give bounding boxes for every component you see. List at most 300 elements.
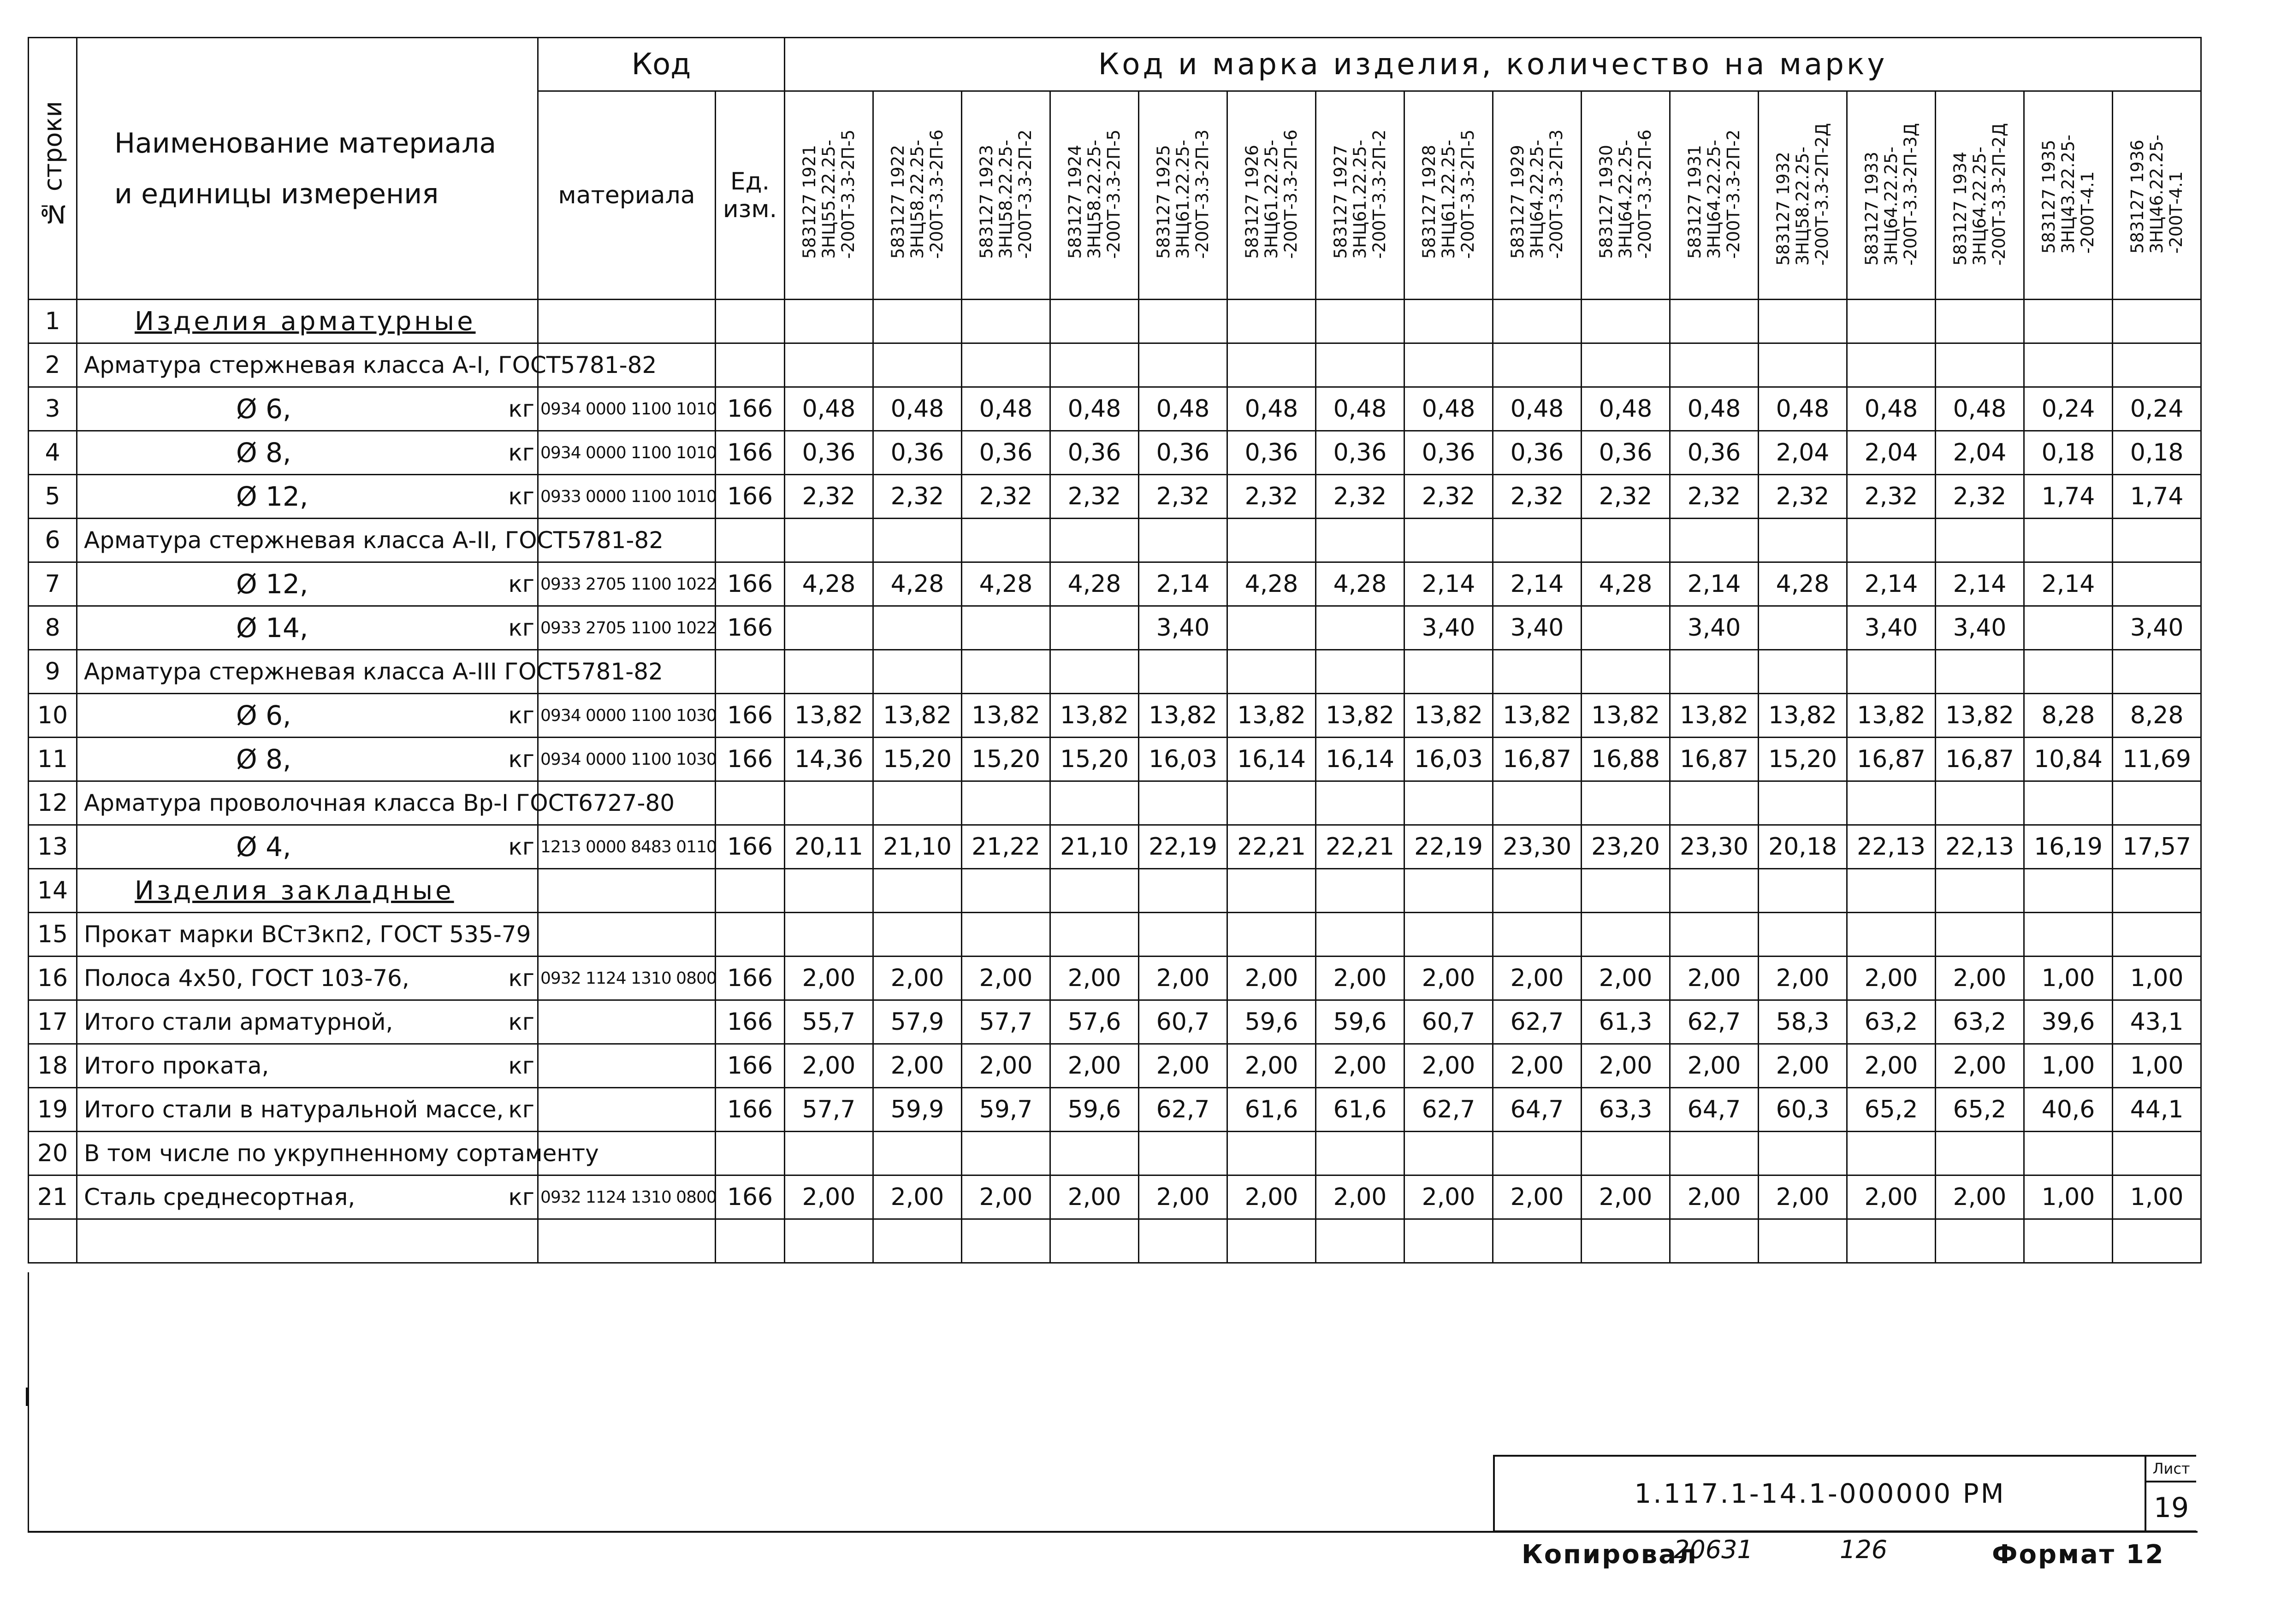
quantity-cell: 2,00 [1404,957,1493,1000]
quantity-cell: 13,82 [962,694,1050,738]
doc-code: 1.117.1-14.1-000000 РМ [1634,1478,2006,1509]
quantity-cell: 2,04 [1936,431,2024,475]
quantity-cell [2024,869,2113,913]
material-name: Итого стали в натуральной массе, [84,1096,504,1123]
quantity-cell: 0,48 [873,387,962,431]
empty-cell [1139,1219,1227,1263]
quantity-cell [1936,781,2024,825]
material-name: Изделия закладные [135,875,454,906]
quantity-cell: 23,20 [1582,825,1670,869]
quantity-cell: 62,7 [1493,1000,1582,1044]
quantity-cell: 22,21 [1316,825,1404,869]
quantity-cell: 57,7 [785,1088,873,1132]
material-code: 0933 2705 1100 1022 [538,562,716,606]
header-product: 583127 1936 3НЦ46.22.25- -200Т-4.1 [2113,91,2201,300]
quantity-cell [2024,781,2113,825]
quantity-cell [1493,869,1582,913]
material-name-cell [77,475,538,519]
unit-code: 166 [716,431,785,475]
quantity-cell: 2,00 [1493,1044,1582,1088]
quantity-cell: 4,28 [785,562,873,606]
quantity-cell: 3,40 [2113,606,2201,650]
table-row [29,562,2201,606]
row-number: 7 [29,562,77,606]
quantity-cell [1316,606,1404,650]
quantity-cell: 2,00 [1139,957,1227,1000]
unit-code: 166 [716,1000,785,1044]
unit-code [716,343,785,387]
quantity-cell: 16,03 [1404,738,1493,781]
quantity-cell [1670,300,1759,343]
format-label: Формат 12 [1992,1540,2165,1570]
material-code: 0932 1124 1310 0800 [538,957,716,1000]
quantity-cell: 2,14 [1493,562,1582,606]
quantity-cell [962,913,1050,957]
quantity-cell [2024,343,2113,387]
material-code: 0933 2705 1100 1022 [538,606,716,650]
empty-cell [77,1219,538,1263]
material-name: Прокат марки ВСт3кп2, ГОСТ 535-79 [84,921,531,948]
quantity-cell [873,300,962,343]
header-product: 583127 1922 3НЦ58.22.25- -200Т-3.3-2П-6 [873,91,962,300]
quantity-cell: 0,48 [1847,387,1936,431]
material-name: Ø 14, [236,612,308,644]
quantity-cell: 0,48 [785,387,873,431]
quantity-cell [1227,1132,1316,1175]
quantity-cell [1227,300,1316,343]
header-product: 583127 1935 3НЦ43.22.25- -200Т-4.1 [2024,91,2113,300]
material-code [538,300,716,343]
unit-code: 166 [716,825,785,869]
unit-label: кг [508,702,534,729]
quantity-cell: 14,36 [785,738,873,781]
quantity-cell: 22,19 [1139,825,1227,869]
quantity-cell [785,869,873,913]
row-number: 18 [29,1044,77,1088]
quantity-cell: 13,82 [1404,694,1493,738]
quantity-cell: 13,82 [1847,694,1936,738]
quantity-cell [785,913,873,957]
quantity-cell: 63,3 [1582,1088,1670,1132]
quantity-cell: 0,24 [2024,387,2113,431]
quantity-cell [1582,913,1670,957]
quantity-cell: 16,87 [1847,738,1936,781]
quantity-cell [1404,913,1493,957]
quantity-cell [2113,1132,2201,1175]
quantity-cell: 0,36 [1316,431,1404,475]
quantity-cell [1670,519,1759,562]
quantity-cell: 16,14 [1316,738,1404,781]
table-row [29,343,2201,387]
table-row [29,694,2201,738]
quantity-cell [1404,1132,1493,1175]
quantity-cell: 2,00 [1670,957,1759,1000]
quantity-cell [1759,913,1847,957]
quantity-cell: 3,40 [1139,606,1227,650]
material-name: Арматура стержневая класса А-II, ГОСТ5781-82 [84,527,664,554]
material-name-cell [77,869,538,913]
header-products-group: Код и марка изделия, количество на марку [785,38,2201,91]
quantity-cell [962,1132,1050,1175]
material-name: Арматура стержневая класса А-I, ГОСТ5781-82 [84,352,657,378]
quantity-cell: 4,28 [1759,562,1847,606]
row-number: 19 [29,1088,77,1132]
unit-label: кг [508,614,534,641]
quantity-cell [1582,300,1670,343]
quantity-cell [1050,606,1139,650]
quantity-cell [873,869,962,913]
copied-label: Копировал [1522,1540,1698,1570]
quantity-cell [1139,519,1227,562]
quantity-cell [1670,869,1759,913]
quantity-cell [2024,519,2113,562]
quantity-cell [1493,913,1582,957]
header-product: 583127 1924 3НЦ58.22.25- -200Т-3.3-2П-5 [1050,91,1139,300]
quantity-cell [1759,519,1847,562]
quantity-cell: 11,69 [2113,738,2201,781]
unit-code [716,300,785,343]
quantity-cell [2113,343,2201,387]
quantity-cell: 0,36 [1139,431,1227,475]
quantity-cell: 2,00 [1759,1044,1847,1088]
table-row [29,1000,2201,1044]
quantity-cell: 2,00 [1139,1044,1227,1088]
quantity-cell: 57,7 [962,1000,1050,1044]
quantity-cell: 16,19 [2024,825,2113,869]
quantity-cell [1759,650,1847,694]
empty-cell [1936,1219,2024,1263]
quantity-cell: 15,20 [1050,738,1139,781]
empty-cell [1050,1219,1139,1263]
material-name-cell [77,387,538,431]
table-row [29,1088,2201,1132]
material-name-cell [77,1000,538,1044]
material-code [538,1088,716,1132]
quantity-cell [1139,913,1227,957]
quantity-cell [785,781,873,825]
quantity-cell: 0,48 [1316,387,1404,431]
quantity-cell [1227,606,1316,650]
quantity-cell [1847,869,1936,913]
quantity-cell [1227,913,1316,957]
material-code [538,913,716,957]
quantity-cell: 4,28 [1582,562,1670,606]
row-number: 2 [29,343,77,387]
quantity-cell: 0,36 [1582,431,1670,475]
quantity-cell: 2,00 [1316,1175,1404,1219]
unit-label: кг [508,965,534,992]
quantity-cell: 2,32 [1316,475,1404,519]
material-name: Изделия арматурные [135,306,476,337]
header-product: 583127 1925 3НЦ61.22.25- -200Т-3.3-2П-3 [1139,91,1227,300]
unit-code: 166 [716,738,785,781]
row-number: 3 [29,387,77,431]
quantity-cell [1050,300,1139,343]
unit-code: 166 [716,1044,785,1088]
quantity-cell: 2,04 [1759,431,1847,475]
material-code: 0932 1124 1310 0800 [538,1175,716,1219]
unit-code: 166 [716,957,785,1000]
unit-code: 166 [716,694,785,738]
quantity-cell: 2,00 [962,957,1050,1000]
header-unit: Ед. изм. [716,91,785,300]
row-number: 21 [29,1175,77,1219]
material-name-cell [77,1088,538,1132]
quantity-cell: 2,14 [1847,562,1936,606]
quantity-cell [785,606,873,650]
quantity-cell: 15,20 [873,738,962,781]
quantity-cell: 2,00 [1316,1044,1404,1088]
quantity-cell [1493,300,1582,343]
header-product: 583127 1934 3НЦ64.22.25- -200Т-3.3-2П-2Д [1936,91,2024,300]
quantity-cell: 0,18 [2024,431,2113,475]
quantity-cell: 59,6 [1050,1088,1139,1132]
quantity-cell [1139,343,1227,387]
table-row [29,913,2201,957]
material-name-cell [77,738,538,781]
empty-cell [1759,1219,1847,1263]
material-name-cell [77,431,538,475]
row-number: 10 [29,694,77,738]
table-row [29,475,2201,519]
quantity-cell: 2,00 [1050,1044,1139,1088]
quantity-cell: 21,22 [962,825,1050,869]
quantity-cell: 1,74 [2113,475,2201,519]
quantity-cell [962,300,1050,343]
quantity-cell [1404,300,1493,343]
quantity-cell: 2,32 [1936,475,2024,519]
unit-label: кг [508,396,534,422]
quantity-cell [1139,650,1227,694]
quantity-cell: 22,19 [1404,825,1493,869]
quantity-cell [1404,781,1493,825]
material-name-cell [77,300,538,343]
quantity-cell [1582,781,1670,825]
quantity-cell: 2,00 [1847,957,1936,1000]
material-name: Ø 6, [236,393,291,425]
quantity-cell: 0,36 [785,431,873,475]
quantity-cell [1936,300,2024,343]
quantity-cell: 57,9 [873,1000,962,1044]
quantity-cell [1759,606,1847,650]
quantity-cell: 15,20 [1759,738,1847,781]
quantity-cell: 60,7 [1139,1000,1227,1044]
quantity-cell [1404,519,1493,562]
row-number: 4 [29,431,77,475]
quantity-cell: 62,7 [1670,1000,1759,1044]
quantity-cell: 62,7 [1404,1088,1493,1132]
quantity-cell: 13,82 [1582,694,1670,738]
header-product: 583127 1926 3НЦ61.22.25- -200Т-3.3-2П-6 [1227,91,1316,300]
quantity-cell [1670,1132,1759,1175]
material-name-cell [77,650,663,694]
material-name: Итого стали арматурной, [84,1009,393,1035]
quantity-cell: 0,48 [1227,387,1316,431]
quantity-cell [1050,781,1139,825]
quantity-cell: 61,3 [1582,1000,1670,1044]
quantity-cell: 2,00 [1847,1175,1936,1219]
quantity-cell: 55,7 [785,1000,873,1044]
quantity-cell [1493,343,1582,387]
quantity-cell [1050,519,1139,562]
quantity-cell [1493,1132,1582,1175]
quantity-cell: 21,10 [1050,825,1139,869]
quantity-cell: 2,04 [1847,431,1936,475]
quantity-cell: 4,28 [1227,562,1316,606]
quantity-cell [785,343,873,387]
quantity-cell: 2,32 [1759,475,1847,519]
frame-left [28,1272,29,1532]
quantity-cell: 44,1 [2113,1088,2201,1132]
quantity-cell: 2,00 [1227,957,1316,1000]
sheet-box [2145,1457,2196,1530]
quantity-cell: 1,00 [2113,1044,2201,1088]
material-code: 1213 0000 8483 0110 [538,825,716,869]
quantity-cell: 3,40 [1936,606,2024,650]
material-name-cell [77,1044,538,1088]
quantity-cell: 2,00 [1847,1044,1936,1088]
table-row [29,957,2201,1000]
quantity-cell: 2,00 [873,957,962,1000]
quantity-cell: 60,7 [1404,1000,1493,1044]
quantity-cell [962,869,1050,913]
empty-cell [1582,1219,1670,1263]
quantity-cell [2024,606,2113,650]
material-name-cell [77,781,675,825]
quantity-cell: 13,82 [1493,694,1582,738]
quantity-cell [1847,300,1936,343]
unit-code [716,1132,785,1175]
quantity-cell: 13,82 [1316,694,1404,738]
header-product: 583127 1927 3НЦ61.22.25- -200Т-3.3-2П-2 [1316,91,1404,300]
empty-cell [1227,1219,1316,1263]
quantity-cell [962,650,1050,694]
quantity-cell [785,519,873,562]
unit-code: 166 [716,1088,785,1132]
quantity-cell: 2,00 [1050,1175,1139,1219]
table-row [29,650,2201,694]
quantity-cell [873,343,962,387]
quantity-cell: 39,6 [2024,1000,2113,1044]
quantity-cell: 0,48 [1759,387,1847,431]
row-number: 8 [29,606,77,650]
quantity-cell: 0,48 [962,387,1050,431]
unit-code [716,869,785,913]
table-row [29,606,2201,650]
quantity-cell: 63,2 [1936,1000,2024,1044]
quantity-cell [1316,781,1404,825]
quantity-cell: 59,7 [962,1088,1050,1132]
quantity-cell [1404,343,1493,387]
quantity-cell: 8,28 [2024,694,2113,738]
quantity-cell [2113,300,2201,343]
quantity-cell: 0,48 [1493,387,1582,431]
quantity-cell: 2,32 [1847,475,1936,519]
table-row [29,519,2201,562]
quantity-cell [1316,869,1404,913]
quantity-cell: 2,14 [1936,562,2024,606]
quantity-cell: 2,32 [1139,475,1227,519]
quantity-cell: 1,00 [2024,1175,2113,1219]
empty-row [29,1219,2201,1263]
quantity-cell: 64,7 [1493,1088,1582,1132]
header-product: 583127 1932 3НЦ58.22.25- -200Т-3.3-2П-2Д [1759,91,1847,300]
quantity-cell: 2,00 [1316,957,1404,1000]
quantity-cell [1227,519,1316,562]
quantity-cell: 1,00 [2024,1044,2113,1088]
quantity-cell: 0,24 [2113,387,2201,431]
row-number: 1 [29,300,77,343]
quantity-cell [1404,650,1493,694]
quantity-cell: 57,6 [1050,1000,1139,1044]
quantity-cell [785,650,873,694]
quantity-cell: 20,11 [785,825,873,869]
quantity-cell: 2,00 [1936,1175,2024,1219]
quantity-cell: 13,82 [1139,694,1227,738]
quantity-cell [2024,300,2113,343]
quantity-cell [1847,781,1936,825]
unit-label: кг [508,571,534,597]
empty-cell [1316,1219,1404,1263]
quantity-cell [873,519,962,562]
quantity-cell [1847,519,1936,562]
quantity-cell: 2,32 [1493,475,1582,519]
empty-cell [716,1219,785,1263]
quantity-cell [2113,562,2201,606]
quantity-cell: 2,00 [1759,1175,1847,1219]
empty-cell [873,1219,962,1263]
quantity-cell [1936,343,2024,387]
quantity-cell: 2,00 [785,1175,873,1219]
quantity-cell: 2,00 [1404,1175,1493,1219]
quantity-cell: 2,00 [785,1044,873,1088]
quantity-cell: 2,32 [785,475,873,519]
quantity-cell: 2,14 [2024,562,2113,606]
material-name: Арматура проволочная класса Bр-I ГОСТ6727-80 [84,790,675,816]
quantity-cell: 61,6 [1316,1088,1404,1132]
quantity-cell: 63,2 [1847,1000,1936,1044]
quantity-cell [2113,650,2201,694]
quantity-cell: 23,30 [1493,825,1582,869]
quantity-cell [1759,781,1847,825]
unit-label: кг [508,833,534,860]
quantity-cell: 2,32 [962,475,1050,519]
quantity-cell [1493,519,1582,562]
unit-code: 166 [716,562,785,606]
quantity-cell: 40,6 [2024,1088,2113,1132]
material-name: Арматура стержневая класса А-III ГОСТ5781-82 [84,658,663,685]
quantity-cell [1139,781,1227,825]
table-row [29,825,2201,869]
quantity-cell: 0,48 [1936,387,2024,431]
unit-code: 166 [716,606,785,650]
quantity-cell: 16,03 [1139,738,1227,781]
quantity-cell [1936,869,2024,913]
quantity-cell: 0,48 [1050,387,1139,431]
quantity-cell: 0,36 [1670,431,1759,475]
quantity-cell [873,650,962,694]
row-number: 17 [29,1000,77,1044]
material-code: 0934 0000 1100 1010 [538,431,716,475]
quantity-cell [1936,650,2024,694]
table-row [29,781,2201,825]
quantity-cell: 2,00 [1670,1044,1759,1088]
quantity-cell [2113,913,2201,957]
quantity-cell: 65,2 [1936,1088,2024,1132]
quantity-cell: 3,40 [1670,606,1759,650]
quantity-cell: 64,7 [1670,1088,1759,1132]
quantity-cell: 4,28 [962,562,1050,606]
